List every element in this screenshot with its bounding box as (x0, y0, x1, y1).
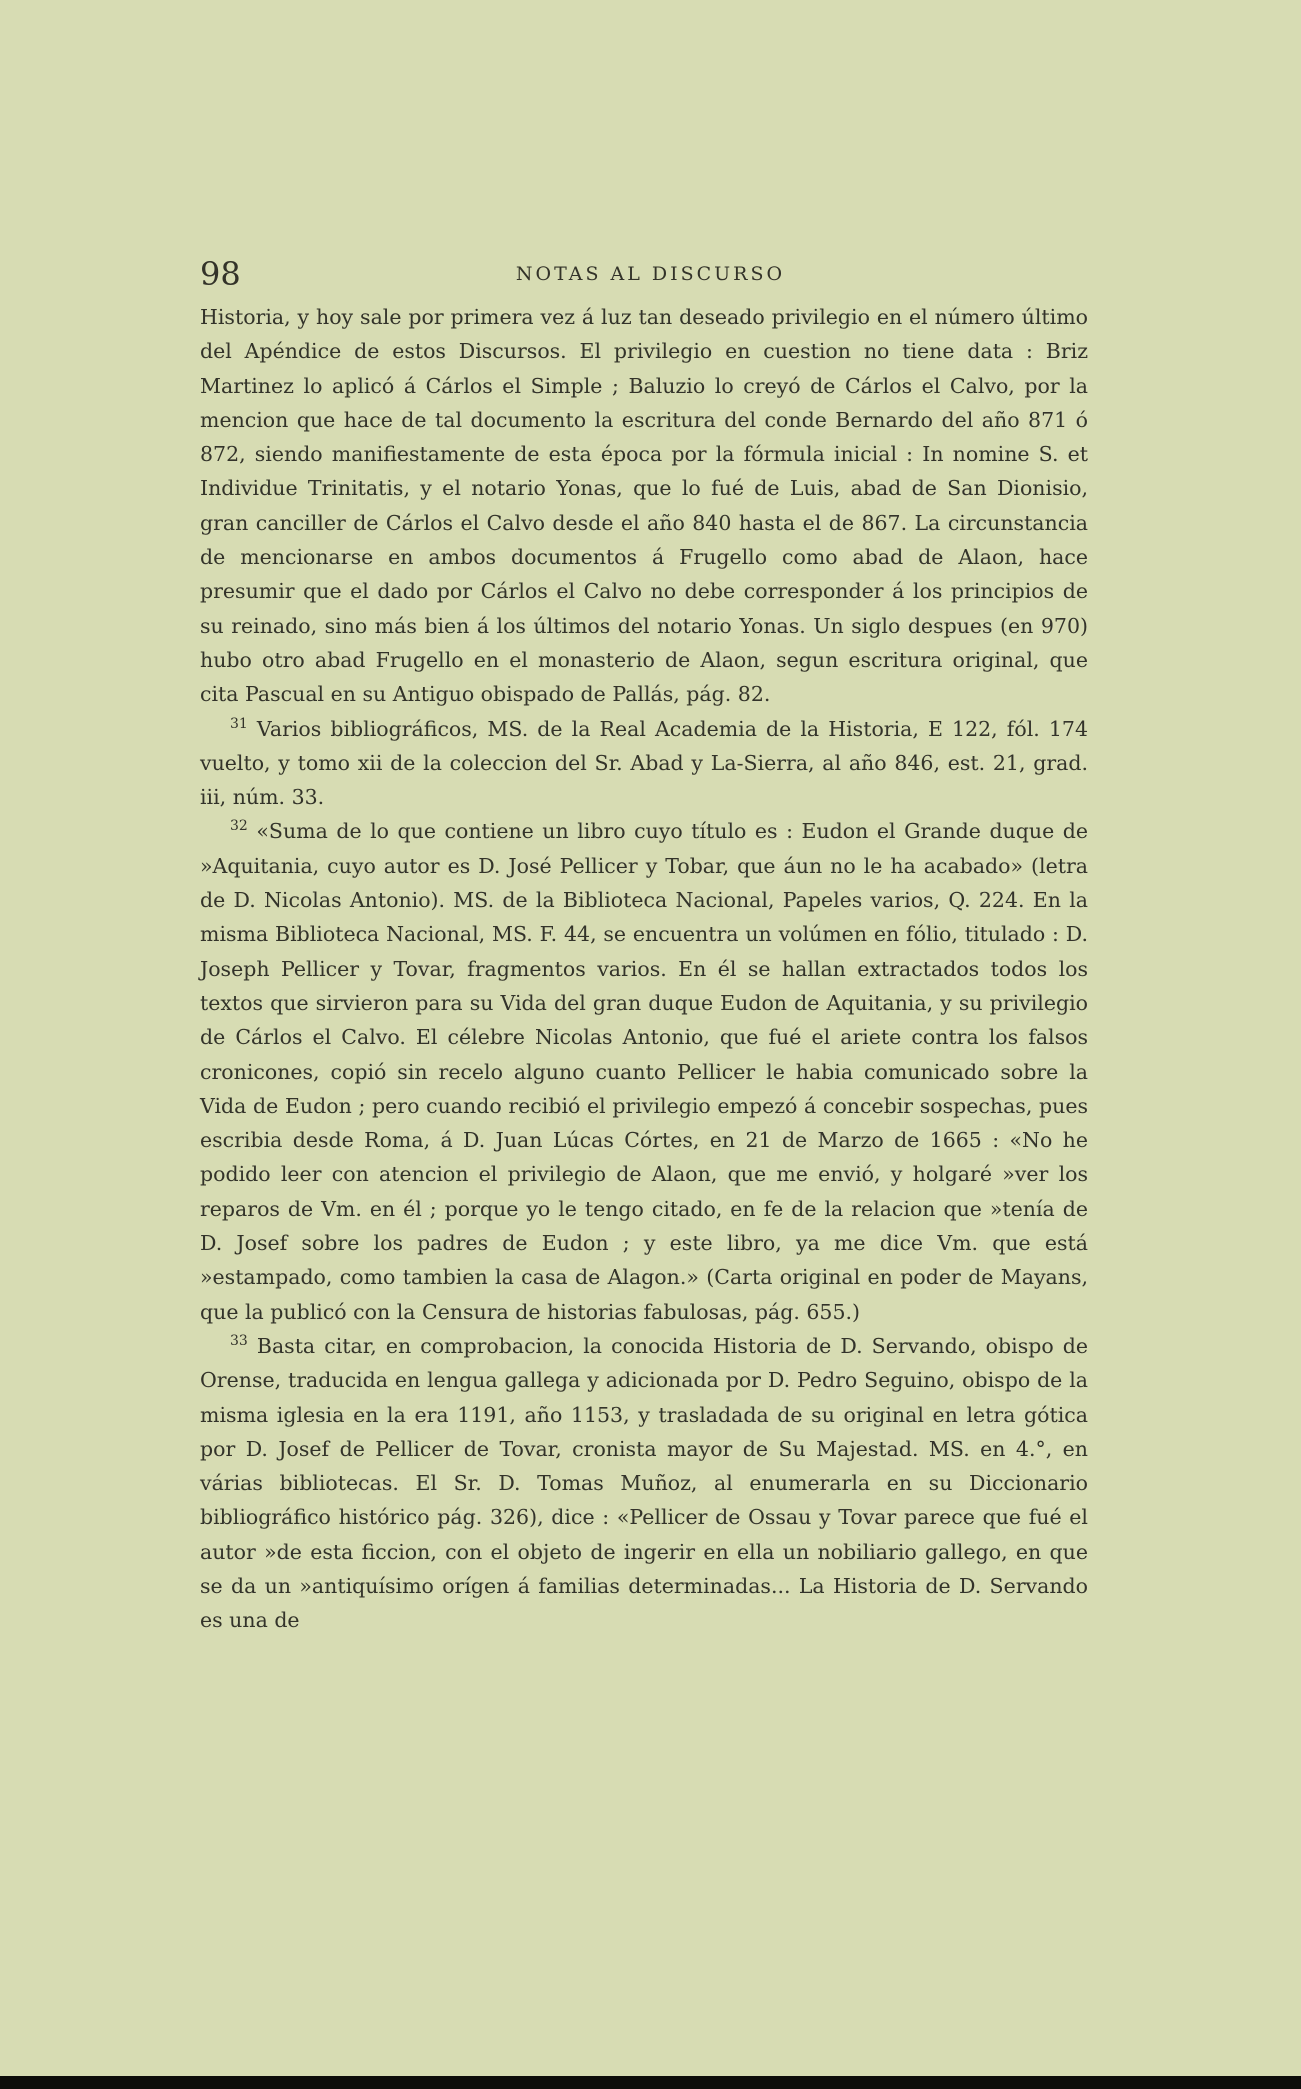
note-marker: 33 (230, 1333, 248, 1350)
note-marker: 31 (230, 715, 248, 732)
note-33 (200, 1329, 1088, 1638)
note-31 (200, 712, 1088, 815)
page-number: 98 (200, 255, 241, 293)
note-text: Varios bibliográficos, MS. de la Real Academia de la Historia, E 122, fól. 174 vuelto, y tomo xii de la coleccion del Sr. Abad y La-Sierra, al año 846, est. 21, grad. iii, núm. 33. (200, 716, 1088, 810)
note-text: «Suma de lo que contiene un libro cuyo título es : Eudon el Grande duque de »Aquitania, cuyo autor es D. José Pellicer y Tobar, que áun no le ha acabado» (letra de D. Nicolas Antonio). MS. de la Biblioteca Nacional, Papeles varios, Q. 224. En la misma Biblioteca Nacional, MS. F. 44, se encuentra un volúmen en fólio, titulado : D. Joseph Pellicer y Tovar, fragmentos varios. En él se hallan extractados todos los textos que sirvieron para su Vida del gran duque Eudon de Aquitania, y su privilegio de Cárlos el Calvo. El célebre Nicolas Antonio, que fué el ariete contra los falsos cronicones, copió sin recelo alguno cuanto Pellicer le habia comunicado sobre la Vida de Eudon ; pero cuando recibió el privilegio empezó á concebir sospechas, pues escribia desde Roma, á D. Juan Lúcas Córtes, en 21 de Marzo de 1665 : «No he podido leer con atencion el privilegio de Alaon, que me envió, y holgaré »ver los reparos de Vm. en él ; porque yo le tengo citado, en fe de la relacion que »tenía de D. Josef sobre los padres de Eudon ; y este libro, ya me dice Vm. que está »estampado, como tambien la casa de Alagon.» (Carta original en poder de Mayans, que la publicó con la Censura de historias fabulosas, pág. 655.) (200, 819, 1088, 1324)
notes-text-block (200, 300, 1088, 1638)
note-text: Basta citar, en comprobacion, la conocida Historia de D. Servando, obispo de Orense, traducida en lengua gallega y adicionada por D. Pedro Seguino, obispo de la misma iglesia en la era 1191, año 1153, y trasladada de su original en letra gótica por D. Josef de Pellicer de Tovar, cronista mayor de Su Majestad. MS. en 4.°, en várias bibliotecas. El Sr. D. Tomas Muñoz, al enumerarla en su Diccionario bibliográfico histórico pág. 326), dice : «Pellicer de Ossau y Tovar parece que fué el autor »de esta ficcion, con el objeto de ingerir en ella un nobiliario gallego, en que se da un »antiquísimo orígen á familias determinadas... La Historia de D. Servando es una de (200, 1333, 1088, 1633)
running-head: NOTAS AL DISCURSO (515, 263, 786, 285)
note-32 (200, 814, 1088, 1328)
note-marker: 32 (230, 818, 248, 835)
scan-bottom-edge (0, 2076, 1301, 2089)
paragraph-continuation: Historia, y hoy sale por primera vez á luz tan deseado privilegio en el número último del Apéndice de estos Discursos. El privilegio en cuestion no tiene data : Briz Martinez lo aplicó á Cárlos el Simple ; Baluzio lo creyó de Cárlos el Calvo, por la mencion que hace de tal documento la escritura del conde Bernardo del año 871 ó 872, siendo manifiestamente de esta época por la fórmula inicial : In nomine S. et Individue Trinitatis, y el notario Yonas, que lo fué de Luis, abad de San Dionisio, gran canciller de Cárlos el Calvo desde el año 840 hasta el de 867. La circunstancia de mencionarse en ambos documentos á Frugello como abad de Alaon, hace presumir que el dado por Cárlos el Calvo no debe corresponder á los principios de su reinado, sino más bien á los últimos del notario Yonas. Un siglo despues (en 970) hubo otro abad Frugello en el monasterio de Alaon, segun escritura original, que cita Pascual en su Antiguo obispado de Pallás, pág. 82. (200, 305, 1088, 707)
